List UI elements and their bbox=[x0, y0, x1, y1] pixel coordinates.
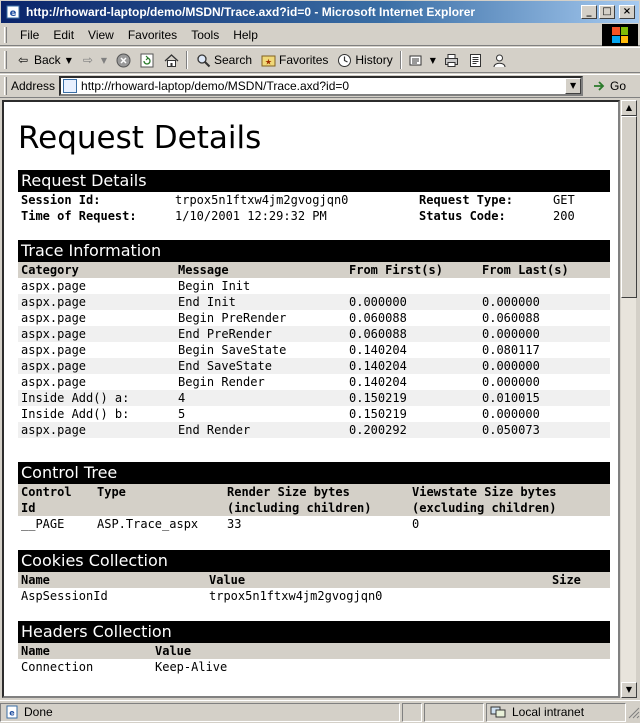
time-of-request-label: Time of Request: bbox=[21, 209, 137, 223]
minimize-button[interactable]: _ bbox=[581, 5, 597, 19]
trace-information-heading: Trace Information bbox=[18, 240, 610, 262]
cell bbox=[479, 278, 610, 294]
go-label: Go bbox=[610, 79, 627, 93]
scroll-thumb[interactable] bbox=[621, 116, 637, 298]
column-header bbox=[224, 484, 409, 516]
cell: AspSessionId bbox=[21, 589, 108, 603]
status-bar bbox=[0, 700, 640, 723]
cell: 0 bbox=[412, 517, 420, 531]
cell: 0.200292 bbox=[346, 422, 479, 438]
column-header: Size bbox=[549, 572, 610, 588]
print-button[interactable] bbox=[440, 50, 464, 70]
cell: aspx.page bbox=[21, 311, 87, 325]
cookies-table bbox=[18, 572, 610, 604]
cell: 0.050073 bbox=[479, 422, 610, 438]
cell: aspx.page bbox=[18, 326, 175, 342]
cookies-collection-heading: Cookies Collection bbox=[18, 550, 610, 572]
favorites-icon bbox=[260, 52, 276, 68]
cell: 0.140204 bbox=[346, 358, 479, 374]
status-code-value: 200 bbox=[553, 209, 575, 223]
trace-page bbox=[18, 102, 610, 675]
scroll-up-icon[interactable]: ▲ bbox=[621, 100, 637, 116]
menu-bar bbox=[0, 24, 640, 46]
cell: ASP.Trace_aspx bbox=[97, 517, 199, 531]
request-type-label: Request Type: bbox=[419, 193, 513, 207]
cell: aspx.page bbox=[18, 294, 175, 310]
header-line: Render Size bytes bbox=[227, 485, 350, 499]
table-row bbox=[18, 422, 610, 438]
address-input[interactable] bbox=[59, 76, 583, 96]
table-header-row bbox=[18, 484, 610, 516]
refresh-icon bbox=[139, 52, 155, 68]
table-row bbox=[18, 310, 610, 326]
cell: End Init bbox=[175, 294, 346, 310]
cell: Begin SaveState bbox=[178, 343, 287, 357]
chevron-down-icon[interactable]: ▼ bbox=[429, 55, 436, 65]
svg-text:★: ★ bbox=[264, 57, 272, 66]
toolbar-separator bbox=[186, 51, 188, 69]
control-tree-table bbox=[18, 484, 610, 532]
column-header: Category bbox=[18, 262, 175, 278]
mail-button[interactable] bbox=[405, 50, 440, 70]
cell bbox=[346, 278, 479, 294]
resize-grip-icon[interactable] bbox=[626, 705, 640, 719]
cell: 0.000000 bbox=[479, 326, 610, 342]
header-line: (excluding children) bbox=[412, 501, 557, 515]
cell: End SaveState bbox=[175, 358, 346, 374]
history-label: History bbox=[355, 53, 393, 67]
menu-tools[interactable]: Tools bbox=[191, 27, 220, 42]
back-label: Back bbox=[34, 53, 61, 67]
column-header: Message bbox=[175, 262, 346, 278]
cell: 0.150219 bbox=[349, 407, 407, 421]
refresh-button[interactable] bbox=[135, 50, 159, 70]
cell: 5 bbox=[178, 407, 186, 421]
request-type-value: GET bbox=[553, 193, 575, 207]
home-button[interactable] bbox=[159, 50, 183, 70]
cell: aspx.page bbox=[21, 279, 87, 293]
cell: Keep-Alive bbox=[155, 660, 228, 674]
column-header: Type bbox=[94, 484, 224, 516]
cell bbox=[549, 588, 610, 604]
header-line: Viewstate Size bytes bbox=[412, 485, 557, 499]
trace-table bbox=[18, 262, 610, 438]
close-button[interactable]: × bbox=[619, 5, 635, 19]
status-text: Done bbox=[24, 705, 53, 719]
home-icon bbox=[163, 52, 179, 68]
table-row bbox=[18, 406, 610, 422]
go-arrow-icon bbox=[591, 78, 607, 94]
chevron-down-icon[interactable]: ▼ bbox=[100, 55, 107, 65]
menu-edit[interactable]: Edit bbox=[53, 27, 75, 42]
go-button[interactable] bbox=[591, 78, 626, 94]
cell: 0.060088 bbox=[482, 311, 540, 325]
history-button[interactable] bbox=[332, 50, 396, 70]
table-header-row bbox=[18, 643, 610, 659]
header-line: Control bbox=[21, 485, 72, 499]
table-row bbox=[18, 588, 610, 604]
search-icon bbox=[195, 52, 211, 68]
table-row bbox=[18, 516, 610, 532]
cell: 0.060088 bbox=[346, 326, 479, 342]
cell: __PAGE bbox=[21, 517, 65, 531]
page-title: Request Details bbox=[18, 120, 262, 156]
cell: aspx.page bbox=[21, 375, 87, 389]
headers-collection-heading: Headers Collection bbox=[18, 621, 610, 643]
person-icon bbox=[492, 52, 508, 68]
status-pane bbox=[402, 703, 422, 722]
page-done-icon bbox=[4, 704, 20, 720]
cell: 0.000000 bbox=[482, 407, 540, 421]
security-zone-pane bbox=[486, 703, 626, 722]
ie-page-icon bbox=[5, 4, 21, 20]
table-row bbox=[18, 278, 610, 294]
table-header-row bbox=[18, 572, 610, 588]
menu-help[interactable]: Help bbox=[233, 27, 258, 42]
cell: 0.140204 bbox=[349, 375, 407, 389]
cell: aspx.page bbox=[21, 343, 87, 357]
standard-toolbar bbox=[0, 47, 640, 73]
vertical-scrollbar[interactable] bbox=[620, 100, 636, 698]
cell: Begin Init bbox=[178, 279, 251, 293]
table-row bbox=[18, 358, 610, 374]
cell: 0.000000 bbox=[482, 375, 540, 389]
cell: Inside Add() a: bbox=[18, 390, 175, 406]
favorites-label: Favorites bbox=[279, 53, 329, 67]
forward-button[interactable] bbox=[76, 50, 111, 70]
status-pane bbox=[424, 703, 484, 722]
cell: trpox5n1ftxw4jm2gvogjqn0 bbox=[209, 589, 383, 603]
printer-icon bbox=[444, 52, 460, 68]
column-header: From First(s) bbox=[346, 262, 479, 278]
security-zone-label: Local intranet bbox=[512, 705, 585, 719]
column-header: Value bbox=[152, 643, 610, 659]
time-of-request-value: 1/10/2001 12:29:32 PM bbox=[175, 209, 327, 223]
table-row bbox=[18, 342, 610, 358]
toolbar-grip[interactable] bbox=[4, 51, 7, 69]
cell: 0.080117 bbox=[482, 343, 540, 357]
intranet-icon bbox=[490, 704, 506, 720]
back-button[interactable] bbox=[11, 50, 76, 70]
cell: aspx.page bbox=[18, 358, 175, 374]
menu-favorites[interactable]: Favorites bbox=[127, 27, 178, 42]
table-row bbox=[18, 294, 610, 310]
header-line: Id bbox=[21, 501, 36, 515]
toolbar-grip[interactable] bbox=[4, 77, 7, 95]
cell: 0.000000 bbox=[479, 294, 610, 310]
cell: 0.150219 bbox=[346, 390, 479, 406]
column-header: Name bbox=[18, 643, 152, 659]
request-details-heading: Request Details bbox=[18, 170, 610, 192]
svg-text:e: e bbox=[9, 708, 15, 718]
search-label: Search bbox=[214, 53, 253, 67]
table-row bbox=[18, 374, 610, 390]
cell: 33 bbox=[227, 517, 242, 531]
favorites-button[interactable] bbox=[256, 50, 332, 70]
status-code-label: Status Code: bbox=[419, 209, 506, 223]
cell: End Render bbox=[175, 422, 346, 438]
messenger-button[interactable] bbox=[488, 50, 512, 70]
cell: Begin Render bbox=[178, 375, 265, 389]
page-viewport[interactable] bbox=[2, 100, 620, 698]
cell: 0.140204 bbox=[349, 343, 407, 357]
column-header: From Last(s) bbox=[479, 262, 610, 278]
stop-button[interactable] bbox=[111, 50, 135, 70]
request-details-table bbox=[18, 192, 610, 224]
stop-icon bbox=[115, 52, 131, 68]
edit-button[interactable] bbox=[464, 50, 488, 70]
edit-document-icon bbox=[468, 52, 484, 68]
column-header bbox=[18, 484, 94, 516]
column-header bbox=[409, 484, 610, 516]
toolbar-separator bbox=[400, 51, 402, 69]
mail-icon bbox=[409, 52, 425, 68]
address-url[interactable]: http://rhoward-laptop/demo/MSDN/Trace.axd?id=0 bbox=[81, 79, 350, 93]
menu-view[interactable]: View bbox=[88, 27, 114, 42]
forward-arrow-icon: ⇨ bbox=[82, 53, 93, 67]
address-dropdown-icon[interactable]: ▼ bbox=[565, 78, 581, 94]
session-id-value: trpox5n1ftxw4jm2gvogjqn0 bbox=[175, 193, 349, 207]
history-icon bbox=[336, 52, 352, 68]
back-arrow-icon: ⇦ bbox=[17, 53, 29, 67]
title-bar bbox=[0, 0, 640, 24]
search-button[interactable] bbox=[191, 50, 256, 70]
cell: 4 bbox=[175, 390, 346, 406]
status-text-pane bbox=[0, 703, 400, 722]
chevron-down-icon[interactable]: ▼ bbox=[65, 55, 72, 65]
headers-table bbox=[18, 643, 610, 675]
cell: End PreRender bbox=[175, 326, 346, 342]
cell: Begin PreRender bbox=[178, 311, 287, 325]
cell: 0.000000 bbox=[346, 294, 479, 310]
toolbar-grip[interactable] bbox=[4, 27, 7, 43]
table-row bbox=[18, 390, 610, 406]
menu-file[interactable]: File bbox=[20, 27, 40, 42]
address-label: Address bbox=[11, 79, 56, 93]
table-header-row bbox=[18, 262, 610, 278]
svg-text:e: e bbox=[9, 8, 17, 19]
scroll-down-icon[interactable]: ▼ bbox=[621, 682, 637, 698]
session-id-label: Session Id: bbox=[21, 193, 101, 207]
cell: Connection bbox=[21, 660, 94, 674]
maximize-button[interactable]: □ bbox=[599, 5, 615, 19]
cell: Inside Add() b: bbox=[21, 407, 130, 421]
cell: 0.000000 bbox=[479, 358, 610, 374]
table-row bbox=[18, 659, 610, 675]
table-row bbox=[18, 326, 610, 342]
cell: 0.010015 bbox=[479, 390, 610, 406]
header-line: (including children) bbox=[227, 501, 372, 515]
page-icon bbox=[63, 79, 77, 93]
column-header: Value bbox=[206, 572, 549, 588]
cell: aspx.page bbox=[18, 422, 175, 438]
address-bar bbox=[0, 74, 640, 98]
column-header: Name bbox=[18, 572, 206, 588]
control-tree-heading: Control Tree bbox=[18, 462, 610, 484]
cell: 0.060088 bbox=[349, 311, 407, 325]
window-title: http://rhoward-laptop/demo/MSDN/Trace.axd?id=0 - Microsoft Internet Explorer bbox=[26, 5, 476, 19]
windows-logo bbox=[602, 24, 638, 46]
